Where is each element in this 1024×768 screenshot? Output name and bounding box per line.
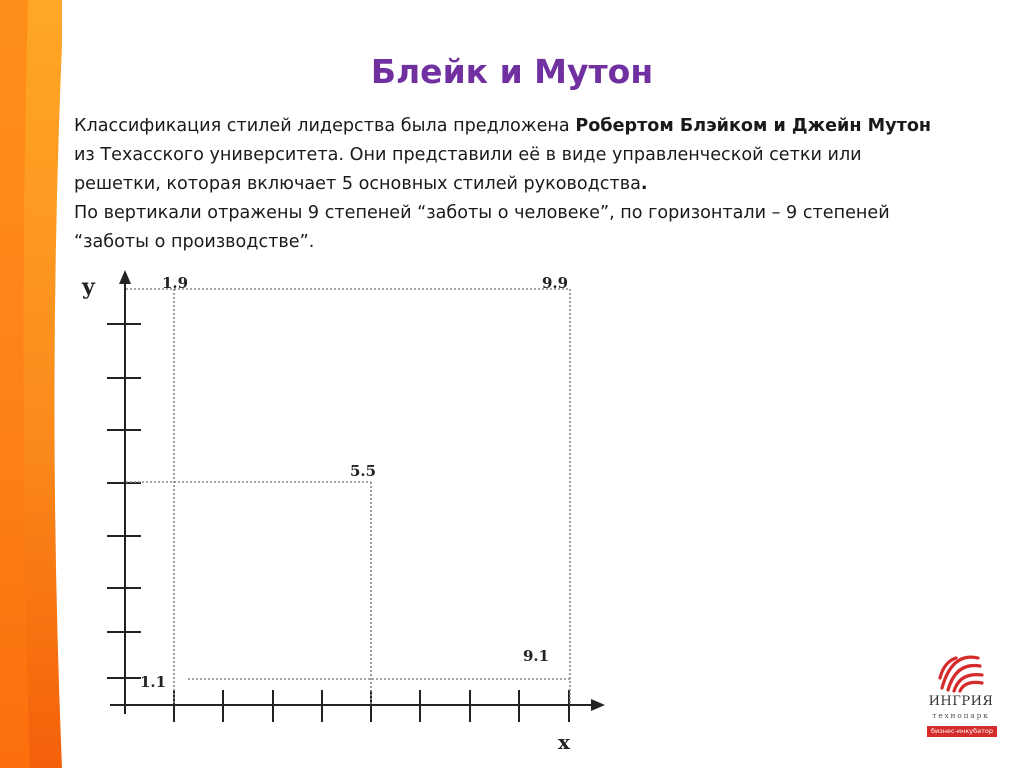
point-label-9-9: 9.9 xyxy=(542,274,569,292)
author-names: Робертом Блэйком и Джейн Мутон xyxy=(575,116,932,136)
slide-title: Блейк и Мутон xyxy=(370,52,654,91)
point-label-9-1: 9.1 xyxy=(523,647,550,665)
paragraph-1 xyxy=(74,112,934,199)
paragraph-1-period: . xyxy=(640,174,648,194)
x-axis-arrow xyxy=(591,699,605,711)
paragraph-1-text: Классификация стилей лидерства была предложена xyxy=(74,116,576,136)
grid-guide-lines xyxy=(126,289,570,705)
logo-badge: бизнес-инкубатор xyxy=(927,726,997,737)
paragraph-1-text-cont: из Техасского университета. Они представили её в виде управленческой сетки или решетки, которая включает 5 основных стилей руководства xyxy=(74,145,862,194)
logo-subtitle: технопарк xyxy=(932,711,990,720)
paragraph-2: По вертикали отражены 9 степеней “заботы о человеке”, по горизонтали – 9 степеней “заботы о производстве”. xyxy=(74,203,890,252)
x-axis-label: x xyxy=(558,730,570,752)
managerial-grid-figure xyxy=(70,262,610,752)
point-label-1-9: 1.9 xyxy=(162,274,189,292)
orange-sidebar-stripe xyxy=(0,0,62,768)
slide-body-text xyxy=(74,112,934,257)
point-label-1-1: 1.1 xyxy=(140,673,167,691)
y-axis-arrow xyxy=(119,270,131,284)
logo-name: ИНГРИЯ xyxy=(928,694,994,709)
y-axis-label: y xyxy=(82,274,95,300)
point-label-5-5: 5.5 xyxy=(350,462,377,480)
